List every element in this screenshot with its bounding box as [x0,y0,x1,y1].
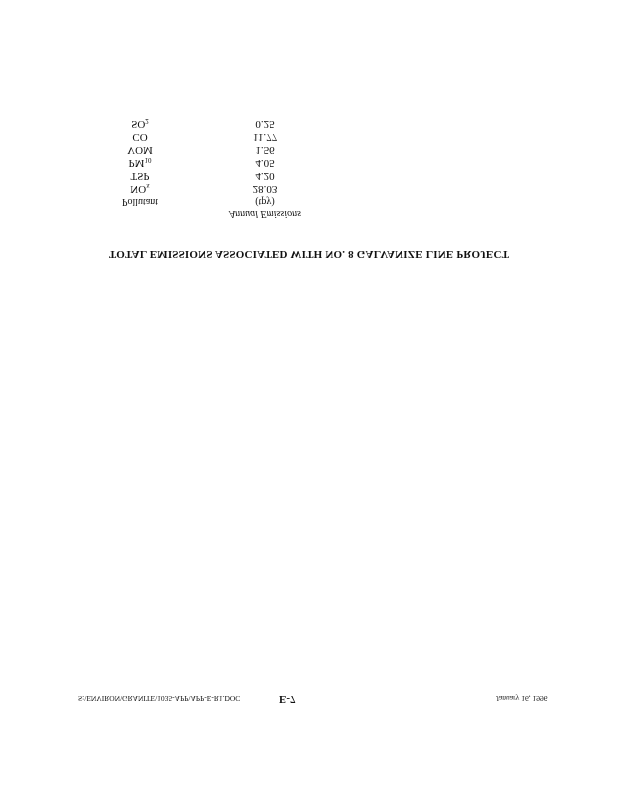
footer-page-number: E-7 [279,693,296,705]
emission-value-cell: 11.77 [252,131,278,143]
table-header-row [60,207,420,220]
emission-value-cell: 1.56 [255,144,275,156]
header-tpy: (tpy) [255,196,275,207]
table-row [60,182,420,195]
table-row [60,143,420,156]
document-title: TOTAL EMISSIONS ASSOCIATED WITH NO. 8 GALVANIZE LINE PROJECT [108,248,510,260]
table-header-row [60,195,420,208]
footer-date: January 16, 1996 [496,694,548,703]
table-row [60,169,420,182]
pollutant-cell: VOM [127,144,153,156]
pollutant-cell: $NO_x$ [130,182,150,195]
pollutant-cell: CO [132,131,148,143]
emission-value-cell: 28.03 [252,183,278,195]
pollutant-cell: TSP [130,170,150,182]
emission-value-cell: 0.25 [255,118,275,130]
pollutant-cell: $PM_{10}$ [128,156,152,169]
emission-value-cell: 4.20 [255,170,275,182]
emission-value-cell: 4.05 [255,157,275,169]
emissions-table [60,104,420,220]
footer-file-path: S:\ENVIRON\GRANITE\1035-APP\APP-E-R1.DOC [78,694,241,703]
pollutant-cell: $SO_2$ [131,117,149,130]
page-footer [0,687,618,705]
header-annual-emissions: Annual Emissions [229,208,301,219]
table-row [60,156,420,169]
header-pollutant: Pollutant [121,196,159,207]
table-row [60,130,420,143]
table-row [60,117,420,130]
